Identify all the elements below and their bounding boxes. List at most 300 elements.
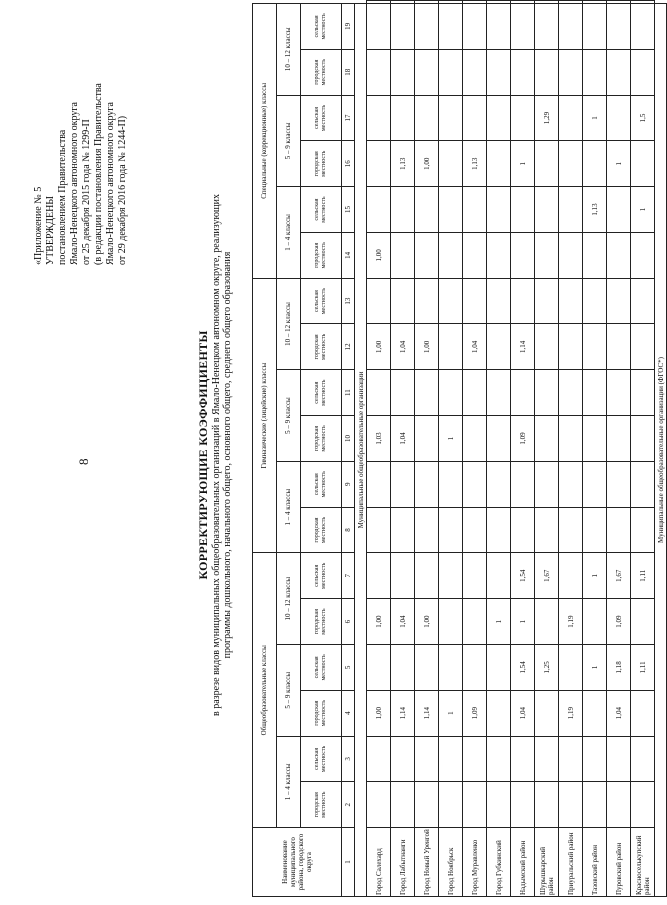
coefficient-cell	[535, 736, 559, 782]
coefficient-cell	[559, 1, 583, 4]
coefficient-cell	[415, 461, 439, 507]
coefficient-cell	[487, 95, 511, 141]
coefficient-cell	[367, 49, 391, 95]
header-urban: городская местность	[301, 416, 342, 462]
table-row	[631, 1, 655, 897]
coefficient-cell	[439, 507, 463, 553]
coefficient-cell	[439, 1, 463, 4]
coefficient-cell	[439, 461, 463, 507]
coefficient-cell	[607, 461, 631, 507]
header-grade: 10 – 12 классы	[277, 4, 301, 96]
document-title: КОРРЕКТИРУЮЩИЕ КОЭФФИЦИЕНТЫ	[196, 330, 210, 580]
coefficient-cell	[415, 507, 439, 553]
coefficient-cell	[631, 49, 655, 95]
coefficient-cell: 1	[511, 141, 535, 187]
coefficient-cell	[463, 553, 487, 599]
coefficient-cell	[631, 507, 655, 553]
coefficient-cell	[463, 736, 487, 782]
header-urban: городская местность	[301, 690, 342, 736]
coefficient-cell	[415, 644, 439, 690]
coefficient-cell: 1	[439, 690, 463, 736]
coefficient-cell	[463, 644, 487, 690]
coefficient-cell: 1	[439, 416, 463, 462]
coefficient-cell	[415, 278, 439, 324]
coefficient-cell	[487, 553, 511, 599]
header-grade: 1 – 4 классы	[277, 736, 301, 828]
section-label: Муниципальные общеобразовательные организации (ФГОС*)	[655, 4, 667, 897]
column-number: 3	[342, 736, 355, 782]
coefficient-cell	[631, 232, 655, 278]
coefficient-cell	[631, 324, 655, 370]
municipality-name: Приуральский район	[559, 828, 583, 897]
coefficient-cell	[415, 782, 439, 828]
table-row	[439, 1, 463, 897]
coefficient-cell: 1,67	[607, 553, 631, 599]
coefficient-cell: 1,67	[535, 553, 559, 599]
coefficient-cell	[559, 782, 583, 828]
header-rural: сельская местность	[301, 187, 342, 233]
header-rural: сельская местность	[301, 370, 342, 416]
coefficient-cell	[487, 278, 511, 324]
coefficient-cell: 1,00	[415, 324, 439, 370]
coefficient-cell	[559, 370, 583, 416]
coefficient-cell	[511, 370, 535, 416]
coefficient-cell: 1,13	[583, 187, 607, 233]
column-number: 6	[342, 599, 355, 645]
coefficient-cell	[511, 736, 535, 782]
coefficient-cell	[463, 4, 487, 50]
municipality-name: Город Муравленко	[463, 828, 487, 897]
coefficient-cell	[487, 416, 511, 462]
coefficient-cell	[415, 187, 439, 233]
coefficient-cell	[391, 553, 415, 599]
coefficient-cell	[559, 416, 583, 462]
coefficient-cell	[367, 4, 391, 50]
coefficient-cell	[463, 782, 487, 828]
header-row-categories	[301, 1, 342, 897]
coefficient-cell: 1,00	[415, 141, 439, 187]
coefficient-cell	[391, 736, 415, 782]
header-urban: городская местность	[301, 232, 342, 278]
header-rural: сельская местность	[301, 95, 342, 141]
coefficient-cell: 1	[583, 95, 607, 141]
header-row-numbers	[342, 1, 355, 897]
column-number: 15	[342, 187, 355, 233]
coefficient-cell	[583, 461, 607, 507]
header-urban: городская местность	[301, 324, 342, 370]
table-row	[535, 1, 559, 897]
coefficient-cell	[535, 782, 559, 828]
coefficient-cell	[559, 232, 583, 278]
coefficient-cell	[631, 690, 655, 736]
coefficient-cell	[415, 736, 439, 782]
column-number: 10	[342, 416, 355, 462]
municipality-name: Город Ноябрьск	[439, 828, 463, 897]
coefficient-cell	[535, 690, 559, 736]
coefficient-cell	[367, 507, 391, 553]
coefficient-cell	[583, 736, 607, 782]
coefficient-cell	[487, 49, 511, 95]
header-rural: сельская местность	[301, 736, 342, 782]
header-grade: 10 – 12 классы	[277, 278, 301, 370]
coefficient-cell	[583, 599, 607, 645]
coefficient-cell	[535, 4, 559, 50]
coefficient-cell	[583, 782, 607, 828]
coefficient-cell	[439, 324, 463, 370]
coefficient-cell	[535, 370, 559, 416]
header-urban: городская местность	[301, 141, 342, 187]
section-label: Муниципальные общеобразовательные организации	[355, 4, 367, 897]
coefficient-cell	[535, 416, 559, 462]
header-grade: 5 – 9 классы	[277, 370, 301, 462]
coefficient-cell	[583, 49, 607, 95]
coefficient-cell: 1,04	[391, 599, 415, 645]
coefficient-cell	[607, 782, 631, 828]
header-grade: 1 – 4 классы	[277, 187, 301, 279]
section-row	[655, 1, 667, 897]
coefficient-cell: 1,00	[367, 324, 391, 370]
coefficient-cell: 1	[511, 599, 535, 645]
coefficient-cell	[367, 782, 391, 828]
coefficient-cell	[631, 782, 655, 828]
coefficient-cell	[559, 644, 583, 690]
coefficient-cell	[415, 232, 439, 278]
coefficient-cell: 1	[631, 187, 655, 233]
coefficient-cell: 1,11	[631, 644, 655, 690]
table-row	[367, 1, 391, 897]
approval-line: «Приложение № 5	[33, 186, 44, 265]
coefficient-cell	[559, 49, 583, 95]
coefficient-cell	[583, 232, 607, 278]
municipality-name: Красноселькупский район	[631, 828, 655, 897]
coefficient-cell	[367, 278, 391, 324]
header-grade: 5 – 9 классы	[277, 95, 301, 187]
table-row	[511, 1, 535, 897]
header-row-grades	[277, 1, 301, 897]
coefficient-cell	[559, 553, 583, 599]
coefficient-cell	[439, 141, 463, 187]
coefficient-cell	[607, 232, 631, 278]
coefficient-cell	[391, 370, 415, 416]
coefficient-cell	[631, 278, 655, 324]
coefficient-cell	[535, 49, 559, 95]
coefficient-cell	[367, 736, 391, 782]
coefficient-cell	[415, 1, 439, 4]
coefficient-cell: 1,54	[511, 553, 535, 599]
coefficient-cell	[511, 4, 535, 50]
column-number: 8	[342, 507, 355, 553]
coefficient-cell	[583, 507, 607, 553]
header-grade: 5 – 9 классы	[277, 644, 301, 736]
coefficient-cell	[391, 278, 415, 324]
column-number: 19	[342, 4, 355, 50]
coefficient-cell: 1,00	[367, 599, 391, 645]
approval-line: УТВЕРЖДЕНЫ	[45, 195, 56, 265]
coefficient-cell	[439, 644, 463, 690]
coefficient-cell	[391, 95, 415, 141]
table-row	[559, 1, 583, 897]
coefficient-cell: 1,5	[631, 95, 655, 141]
coefficient-cell	[559, 324, 583, 370]
coefficient-cell	[559, 95, 583, 141]
coefficient-cell	[607, 416, 631, 462]
approval-line: Ямало-Ненецкого автономного округа	[69, 102, 80, 265]
coefficient-cell: 1,13	[391, 141, 415, 187]
coefficient-cell	[367, 95, 391, 141]
approval-block	[33, 15, 129, 265]
coefficient-cell	[559, 187, 583, 233]
coefficient-cell	[583, 690, 607, 736]
coefficient-cell	[391, 782, 415, 828]
coefficient-cell	[631, 736, 655, 782]
column-number: 12	[342, 324, 355, 370]
table-row	[583, 1, 607, 897]
coefficient-cell	[535, 1, 559, 4]
coefficient-cell: 1,04	[607, 690, 631, 736]
page-number: 8	[76, 458, 91, 465]
coefficient-cell	[535, 507, 559, 553]
coefficient-cell	[391, 507, 415, 553]
coefficient-cell	[583, 4, 607, 50]
municipality-name: Тазовский район	[583, 828, 607, 897]
coefficient-cell	[463, 232, 487, 278]
coefficient-cell	[583, 370, 607, 416]
coefficient-cell	[535, 324, 559, 370]
coefficient-cell	[367, 187, 391, 233]
coefficient-cell	[487, 507, 511, 553]
coefficient-cell	[391, 4, 415, 50]
coefficient-cell: 1,09	[607, 599, 631, 645]
coefficient-cell	[511, 507, 535, 553]
coefficient-cell: 1	[607, 141, 631, 187]
coefficient-cell	[631, 1, 655, 4]
coefficient-cell: 1,14	[511, 324, 535, 370]
coefficient-cell: 1,18	[607, 644, 631, 690]
coefficient-cell	[439, 736, 463, 782]
coefficient-cell	[391, 187, 415, 233]
coefficient-cell	[631, 599, 655, 645]
coefficient-cell	[439, 553, 463, 599]
coefficient-cell: 1	[583, 644, 607, 690]
coefficient-cell	[607, 507, 631, 553]
coefficient-cell	[487, 4, 511, 50]
coefficient-cell	[607, 49, 631, 95]
coefficient-cell	[535, 187, 559, 233]
approval-line: Ямало-Ненецкого автономного округа	[105, 102, 116, 265]
coefficient-cell	[439, 187, 463, 233]
coefficient-cell: 1,00	[367, 232, 391, 278]
coefficient-cell	[511, 49, 535, 95]
column-number: 16	[342, 141, 355, 187]
coefficient-cell	[559, 461, 583, 507]
municipality-name: Надымский район	[511, 828, 535, 897]
coefficient-cell	[463, 461, 487, 507]
coefficient-cell	[463, 95, 487, 141]
coefficient-cell: 1,04	[391, 324, 415, 370]
coefficient-cell	[463, 278, 487, 324]
coefficient-cell: 1,14	[415, 690, 439, 736]
coefficient-cell: 1,00	[415, 599, 439, 645]
coefficient-cell	[415, 4, 439, 50]
coefficient-cell	[607, 278, 631, 324]
document-subtitle	[211, 115, 233, 795]
coefficient-cell	[511, 278, 535, 324]
coefficient-cell	[631, 4, 655, 50]
approval-line: от 29 декабря 2016 года № 1244-П)	[117, 115, 128, 265]
coefficient-cell	[463, 599, 487, 645]
column-number: 18	[342, 49, 355, 95]
table-row	[487, 1, 511, 897]
coefficient-cell	[487, 370, 511, 416]
coefficient-cell	[415, 370, 439, 416]
approval-line: постановлением Правительства	[57, 129, 68, 265]
coefficient-cell	[535, 232, 559, 278]
table-row	[415, 1, 439, 897]
coefficient-cell	[367, 553, 391, 599]
coefficient-cell: 1,04	[391, 416, 415, 462]
coefficient-cell: 1	[487, 599, 511, 645]
coefficient-cell: 1,11	[631, 553, 655, 599]
coefficient-cell	[391, 461, 415, 507]
coefficient-cell: 1,19	[559, 599, 583, 645]
header-row-groups	[253, 1, 277, 897]
coefficient-cell	[631, 141, 655, 187]
header-urban: городская местность	[301, 507, 342, 553]
column-number: 7	[342, 553, 355, 599]
coefficient-cell	[535, 141, 559, 187]
column-number: 9	[342, 461, 355, 507]
header-group-general: Общеобразовательные классы	[253, 553, 277, 828]
coefficient-cell	[391, 644, 415, 690]
coefficient-cell	[607, 736, 631, 782]
coefficient-cell: 1,25	[535, 644, 559, 690]
coefficient-cell	[487, 1, 511, 4]
header-urban: городская местность	[301, 782, 342, 828]
municipality-name: Шурышкарский район	[535, 828, 559, 897]
coefficient-cell	[607, 95, 631, 141]
coefficient-cell	[631, 461, 655, 507]
table-row	[391, 1, 415, 897]
column-number: 14	[342, 232, 355, 278]
header-rural: сельская местность	[301, 278, 342, 324]
coefficient-cell	[583, 324, 607, 370]
coefficient-cell	[439, 370, 463, 416]
coefficient-cell: 1,14	[391, 690, 415, 736]
coefficient-cell	[535, 461, 559, 507]
coefficient-cell	[511, 187, 535, 233]
coefficient-cell	[559, 4, 583, 50]
header-urban: городская местность	[301, 599, 342, 645]
coefficient-cell	[559, 278, 583, 324]
table-body	[253, 1, 667, 897]
coefficient-cell	[463, 49, 487, 95]
coefficient-cell	[511, 461, 535, 507]
coefficient-cell: 1,04	[511, 690, 535, 736]
coefficient-cell	[559, 141, 583, 187]
coefficient-cell: 1,13	[463, 141, 487, 187]
coefficient-cell: 1,29	[535, 95, 559, 141]
header-urban: городская местность	[301, 49, 342, 95]
table-row	[463, 1, 487, 897]
coefficient-cell	[487, 782, 511, 828]
municipality-name: Город Лабытнанги	[391, 828, 415, 897]
coefficient-cell	[583, 416, 607, 462]
coefficient-cell	[535, 599, 559, 645]
coefficient-cell: 1,03	[367, 416, 391, 462]
coefficient-cell	[367, 1, 391, 4]
coefficient-cell	[487, 187, 511, 233]
coefficient-cell	[607, 187, 631, 233]
coefficient-cell	[367, 370, 391, 416]
coefficient-cell: 1	[583, 553, 607, 599]
coefficient-cell: 1,54	[511, 644, 535, 690]
coefficient-cell	[487, 644, 511, 690]
coefficient-cell	[391, 232, 415, 278]
header-group-special: Специальные (коррекционные) классы	[253, 4, 277, 279]
coefficient-cell	[583, 141, 607, 187]
column-number: 4	[342, 690, 355, 736]
coefficient-cell	[463, 507, 487, 553]
coefficient-cell	[439, 599, 463, 645]
header-rural: сельская местность	[301, 644, 342, 690]
header-municipality: Наименование муниципального района, городского округа	[253, 828, 342, 897]
table-row	[607, 1, 631, 897]
column-number: 1	[342, 828, 355, 897]
coefficient-cell	[511, 782, 535, 828]
coefficient-cell	[487, 141, 511, 187]
coefficient-cell	[487, 324, 511, 370]
coefficient-cell	[391, 49, 415, 95]
coefficient-cell	[583, 278, 607, 324]
coefficient-cell: 1,09	[463, 690, 487, 736]
coefficient-cell	[487, 461, 511, 507]
column-number: 2	[342, 782, 355, 828]
subtitle-line: программы дошкольного, начального общего, основного общего, среднего общего образования	[222, 251, 233, 659]
coefficient-cell	[415, 95, 439, 141]
coefficient-cell	[607, 4, 631, 50]
coefficient-cell	[463, 1, 487, 4]
column-number: 11	[342, 370, 355, 416]
coefficient-cell	[439, 278, 463, 324]
coefficient-cell	[439, 232, 463, 278]
coefficient-cell	[463, 416, 487, 462]
coefficient-cell	[415, 49, 439, 95]
coefficient-cell	[463, 187, 487, 233]
coefficient-cell	[463, 370, 487, 416]
coefficient-cell	[439, 95, 463, 141]
coefficient-cell	[367, 461, 391, 507]
coefficient-cell	[631, 370, 655, 416]
header-rural: сельская местность	[301, 553, 342, 599]
coefficient-cell	[511, 95, 535, 141]
column-number: 5	[342, 644, 355, 690]
coefficient-cell: 1,00	[367, 690, 391, 736]
header-grade: 1 – 4 классы	[277, 461, 301, 553]
coefficient-cell: 1,04	[463, 324, 487, 370]
approval-line: от 25 декабря 2015 года № 1299-П	[81, 119, 92, 265]
coefficient-cell	[631, 416, 655, 462]
coefficient-cell: 1,09	[511, 416, 535, 462]
approval-line: (в редакции постановления Правительства	[93, 83, 104, 265]
coefficient-cell	[583, 1, 607, 4]
coefficients-table	[252, 0, 667, 897]
coefficient-cell	[367, 141, 391, 187]
coefficient-cell	[607, 1, 631, 4]
municipality-name: Город Салехард	[367, 828, 391, 897]
coefficient-cell	[511, 1, 535, 4]
coefficient-cell	[607, 324, 631, 370]
column-number: 13	[342, 278, 355, 324]
